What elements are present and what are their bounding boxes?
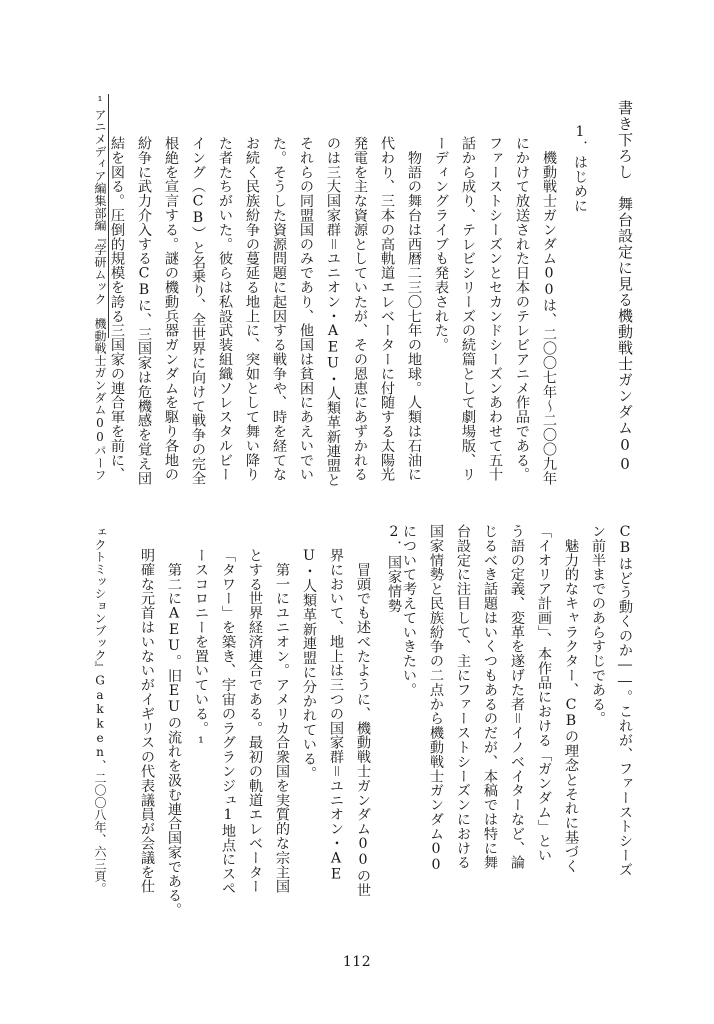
page-number: 112 <box>342 954 372 970</box>
article-title: 書き下ろし 舞台設定に見る機動戦士ガンダム00 <box>616 100 634 474</box>
section-1-heading: 1．はじめに <box>572 124 588 213</box>
footnote-1: ¹アニメディア編集部編『学研ムック 機動戦士ガンダム00パーフ <box>93 94 107 482</box>
section-2-heading: 2．国家情勢 <box>386 524 402 613</box>
section-1-body-continued: CBはどう動くのか――。これが、ファーストシーズ ン前半までのあらすじである。 魅力的なキャラクター、CBの理念とそれに基づく 「イオリア計画」、本作品における「ガンダム」とい う語の定義、変革を遂げた者＝イノベイターなど、論 じるべき話題はいくつもあるのだが、本稿では特に舞 台設定に注目して、主にファーストシーズンにおける 国家情勢と民族紛争の二点から機動戦士ガンダム00 について考えていきたい。 <box>401 524 633 877</box>
section-2-body: 冒頭でも述べたように、機動戦士ガンダム00の世 界において、地上は三つの国家群＝ユニオン・AE U・人類革新連盟に分かれている。 第一にユニオン。アメリカ合衆国を実質的な宗主国 とする世界経済連合である。最初の軌道エレベーター 「タワー」を築き、宇宙のラグランジュ1地点にスペ ースコロニーを置いている。¹ 第二にAEU。旧EUの流れを汲む連合国家である。 明確な元首はいないがイギリスの代表議員が会議を仕 <box>139 548 371 917</box>
section-1-body: 機動戦士ガンダム00は、二〇〇七年〜二〇〇九年 にかけて放送された日本のテレビアニメ作品である。 ファーストシーズンとセカンドシーズンあわせて五十 話から成り、テレビシリーズの続篇として劇場版、リ ーディングライブも発表された。 物語の舞台は西暦二三〇七年の地球。人類は石油に 代わり、三本の高軌道エレベーターに付随する太陽光 発電を主な資源としていたが、その恩恵にあずかれる のは三大国家群＝ユニオン・AEU・人類革新連盟と それらの同盟国のみであり、他国は貧困にあえいでい た。そうした資源問題に起因する戦争や、時を経てな お続く民族紛争の蔓延る地上に、突如として舞い降り た者たちがいた。彼らは私設武装組織ソレスタルビー イング（CB）と名乗り、全世界に向けて戦争の完全 根絶を宣言する。謎の機動兵器ガンダムを駆り各地の 紛争に武力介入するCBに、三国家は危機感を覚え団 結を図る。圧倒的規模を誇る三国家の連合軍を前に、 <box>109 136 557 487</box>
footnote-1-continued: ェクトミッションブック』Gakken、二〇〇八年、六三頁。 <box>93 526 107 895</box>
